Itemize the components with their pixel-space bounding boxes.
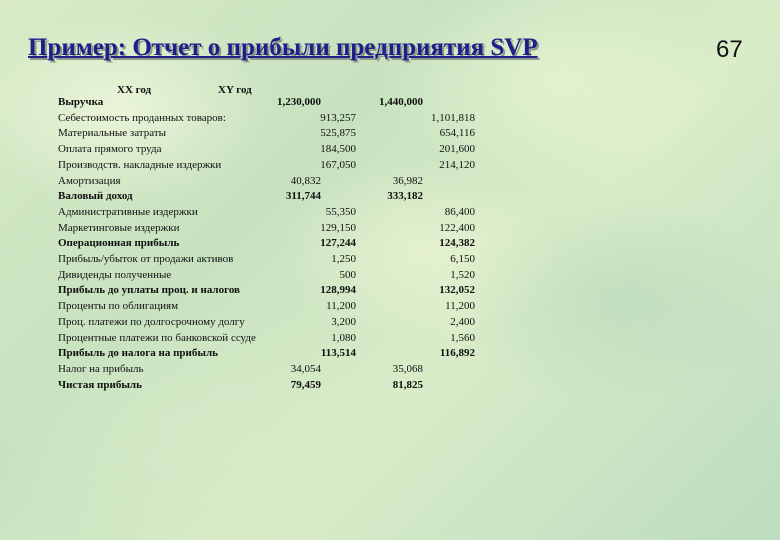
table-row [0, 127, 780, 143]
value-year1: 3,200 [331, 315, 356, 328]
value-year2: 1,440,000 [379, 96, 423, 108]
table-row [0, 206, 780, 222]
value-year1: 55,350 [325, 205, 356, 218]
row-label: Производств. накладные издержки [58, 158, 222, 171]
row-label: Маркетинговые издержки [58, 221, 180, 234]
value-year2: 81,825 [392, 378, 423, 391]
table-row [0, 300, 780, 316]
column-header-year2: XY год [218, 84, 252, 96]
table-row [0, 159, 780, 175]
table-row [0, 175, 780, 191]
row-label: Выручка [58, 96, 104, 108]
page-number: 67 [716, 36, 743, 63]
value-year2: 1,101,818 [431, 111, 475, 124]
value-year2: 201,600 [439, 143, 475, 156]
value-year1: 113,514 [320, 347, 356, 360]
value-year1: 184,500 [320, 143, 356, 156]
value-year1: 167,050 [320, 158, 356, 171]
value-year2: 654,116 [439, 127, 475, 140]
value-year2: 116,892 [439, 347, 475, 360]
table-row [0, 143, 780, 159]
row-label: Налог на прибыль [58, 362, 144, 375]
table-row [0, 190, 780, 206]
value-year2: 333,182 [387, 190, 423, 203]
table-row [0, 347, 780, 363]
value-year1: 34,054 [290, 362, 321, 375]
column-header-year1: XX год [117, 84, 152, 96]
value-year2: 124,382 [439, 237, 475, 250]
value-year2: 1,520 [450, 268, 475, 281]
row-label: Дивиденды полученные [58, 268, 172, 281]
value-year2: 132,052 [439, 284, 475, 297]
value-year1: 913,257 [320, 111, 356, 124]
row-label: Операционная прибыль [58, 237, 180, 250]
value-year2: 11,200 [445, 300, 475, 313]
row-label: Себестоимость проданных товаров: [58, 111, 226, 124]
table-row [0, 316, 780, 332]
value-year1: 525,875 [320, 127, 356, 140]
table-row [0, 284, 780, 300]
value-year1: 311,744 [285, 190, 321, 203]
row-label: Чистая прибыль [58, 378, 142, 391]
row-label: Материальные затраты [58, 127, 167, 140]
table-row [0, 253, 780, 269]
value-year2: 1,560 [450, 331, 475, 344]
table-row [0, 363, 780, 379]
value-year1: 1,250 [331, 253, 356, 265]
value-year1: 40,832 [290, 174, 321, 187]
row-label: Прибыль/убыток от продажи активов [58, 253, 234, 265]
value-year1: 127,244 [320, 237, 356, 250]
row-label: Административные издержки [58, 205, 198, 218]
value-year2: 36,982 [392, 174, 423, 187]
table-row [0, 332, 780, 348]
row-label: Проценты по облигациям [58, 300, 179, 313]
value-year1: 1,080 [331, 331, 356, 344]
value-year2: 6,150 [450, 253, 475, 265]
value-year2: 35,068 [392, 362, 423, 375]
value-year1: 128,994 [320, 284, 356, 297]
row-label: Процентные платежи по банковской ссуде [58, 331, 256, 344]
table-row [0, 222, 780, 238]
table-row [0, 379, 780, 395]
row-label: Прибыль до уплаты проц. и налогов [58, 284, 240, 297]
table-row [0, 96, 780, 112]
row-label: Проц. платежи по долгосрочному долгу [58, 315, 245, 328]
value-year2: 122,400 [439, 221, 475, 234]
value-year2: 86,400 [444, 205, 475, 218]
row-label: Амортизация [58, 174, 121, 187]
value-year2: 214,120 [439, 158, 475, 171]
table-row [0, 112, 780, 128]
slide-title: Пример: Отчет о прибыли предприятия SVP [28, 34, 538, 61]
value-year1: 1,230,000 [277, 96, 321, 108]
table-row [0, 237, 780, 253]
value-year1: 500 [339, 268, 356, 281]
row-label: Прибыль до налога на прибыль [58, 347, 218, 360]
row-label: Оплата прямого труда [58, 143, 162, 156]
value-year2: 2,400 [450, 315, 475, 328]
value-year1: 129,150 [320, 221, 356, 234]
row-label: Валовый доход [58, 190, 133, 203]
value-year1: 11,200 [326, 300, 356, 313]
table-row [0, 269, 780, 285]
value-year1: 79,459 [290, 378, 321, 391]
